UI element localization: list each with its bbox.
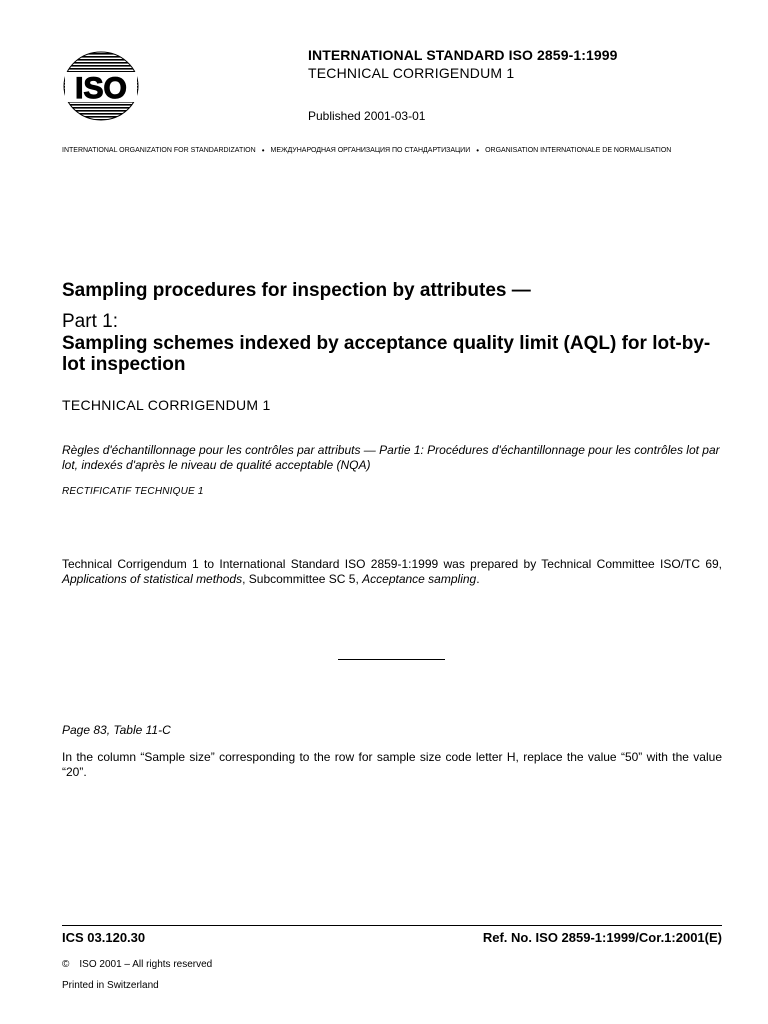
org-name-ru: МЕЖДУНАРОДНАЯ ОРГАНИЗАЦИЯ ПО СТАНДАРТИЗАЦИИ <box>270 147 471 154</box>
corrigendum-heading: TECHNICAL CORRIGENDUM 1 <box>62 397 271 413</box>
subcommittee-name: Acceptance sampling <box>362 572 477 586</box>
reference-number: Ref. No. ISO 2859-1:1999/Cor.1:2001(E) <box>482 930 722 945</box>
part-title: Sampling schemes indexed by acceptance quality limit (AQL) for lot-by-lot inspection <box>62 333 711 375</box>
section-divider <box>338 659 445 660</box>
french-rectificatif: RECTIFICATIF TECHNIQUE 1 <box>62 486 204 497</box>
para-text: Technical Corrigendum 1 to International Standard ISO 2859-1:1999 was prepared by Technical Committee ISO/TC 69, <box>62 557 722 571</box>
para-text: , Subcommittee SC 5, <box>242 572 363 586</box>
ics-code: ICS 03.120.30 <box>62 930 146 945</box>
copyright-text: ISO 2001 – All rights reserved <box>79 959 213 970</box>
iso-logo <box>62 50 140 122</box>
french-title: Règles d'échantillonnage pour les contrôles par attributs — Partie 1: Procédures d'échantillonnage pour les contrôles lot par lot, indexés d'après le niveau de qualité acceptable (NQA) <box>62 443 720 472</box>
bullet-separator: • <box>261 146 265 155</box>
correction-paragraph: In the column “Sample size” corresponding to the row for sample size code letter H, replace the value “50” with the value “20”. <box>62 750 722 779</box>
logo-text: ISO <box>75 72 127 105</box>
preparation-paragraph <box>62 557 722 587</box>
organization-line <box>62 146 722 155</box>
copyright-notice <box>62 959 212 970</box>
copyright-icon: © <box>62 959 70 970</box>
standard-title: INTERNATIONAL STANDARD ISO 2859-1:1999 <box>308 47 618 63</box>
para-text: . <box>476 572 480 586</box>
corrigendum-label: TECHNICAL CORRIGENDUM 1 <box>308 65 515 81</box>
footer-divider <box>62 925 722 926</box>
committee-name: Applications of statistical methods <box>62 572 243 586</box>
page-reference: Page 83, Table 11-C <box>62 723 171 737</box>
document-title: Sampling procedures for inspection by attributes — <box>62 280 531 301</box>
published-date: Published 2001-03-01 <box>308 109 426 123</box>
part-label: Part 1: <box>62 311 118 332</box>
bullet-separator: • <box>476 146 480 155</box>
org-name-en: INTERNATIONAL ORGANIZATION FOR STANDARDIZATION <box>62 147 256 154</box>
org-name-fr: ORGANISATION INTERNATIONALE DE NORMALISATION <box>485 147 672 154</box>
printed-location: Printed in Switzerland <box>62 980 159 991</box>
